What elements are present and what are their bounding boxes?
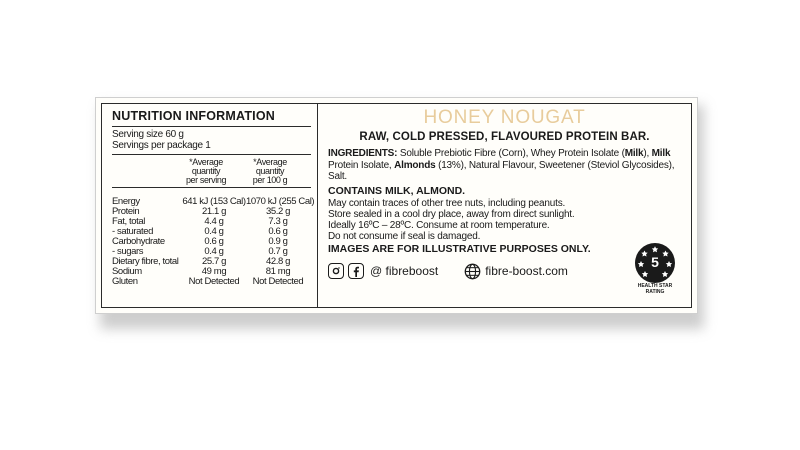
nutrition-table xyxy=(112,196,315,287)
table-row: Carbohydrate 0.6 g 0.9 g xyxy=(112,236,288,247)
nutrition-panel xyxy=(102,104,318,307)
product-label xyxy=(95,97,698,314)
table-row: Sodium 49 mg 81 mg xyxy=(112,266,291,277)
table-row: Energy 641 kJ (153 Cal) 1070 kJ (255 Cal) xyxy=(112,196,315,207)
allergen-statement: CONTAINS MILK, ALMOND. xyxy=(328,184,466,197)
divider xyxy=(112,187,311,188)
nutrition-column-headers xyxy=(112,158,311,185)
health-star-caption: HEALTH STAR RATING xyxy=(637,283,673,295)
serving-size: Serving size 60 g xyxy=(112,129,184,140)
table-row: Protein 21.1 g 35.2 g xyxy=(112,206,290,217)
label-frame xyxy=(101,103,692,308)
column-header-per-serving: *Average quantity per serving xyxy=(185,157,227,185)
instagram-icon xyxy=(328,263,344,279)
table-row: Dietary fibre, total 25.7 g 42.8 g xyxy=(112,256,290,267)
servings-per-package: Servings per package 1 xyxy=(112,139,211,151)
divider xyxy=(112,154,311,155)
table-row: Fat, total 4.4 g 7.3 g xyxy=(112,216,288,227)
product-description-panel xyxy=(318,104,691,307)
product-title: HONEY NOUGAT xyxy=(423,107,586,128)
website-link: fibre-boost.com xyxy=(485,264,568,278)
table-row: Gluten Not Detected Not Detected xyxy=(112,276,304,287)
storage-notes: May contain traces of other tree nuts, including peanuts. Store sealed in a cool dry place, away from direct sunlight. Ideally 16ºC – 28ºC. Consume at room temperature. Do not consume if seal is damaged. xyxy=(328,197,575,242)
social-handle: @ fibreboost xyxy=(370,264,439,278)
serving-info xyxy=(112,130,311,151)
nutrition-title: NUTRITION INFORMATION xyxy=(112,109,275,123)
column-header-per-100g: *Average quantity per 100 g xyxy=(252,157,288,185)
health-star-rating xyxy=(633,243,677,293)
product-subtitle: RAW, COLD PRESSED, FLAVOURED PROTEIN BAR. xyxy=(359,131,650,143)
social-links xyxy=(328,263,681,280)
ingredients-text: INGREDIENTS: Soluble Prebiotic Fibre (Corn), Whey Protein Isolate (Milk), Milk Protein Isolate, Almonds (13%), Natural Flavour, Sweetener (Steviol Glycosides), Salt. xyxy=(328,148,675,182)
globe-icon xyxy=(464,263,481,280)
divider xyxy=(112,126,311,127)
images-disclaimer: IMAGES ARE FOR ILLUSTRATIVE PURPOSES ONLY. xyxy=(328,242,591,255)
health-star-value: 5 xyxy=(651,254,659,270)
facebook-icon xyxy=(348,263,364,279)
table-row: - saturated 0.4 g 0.6 g xyxy=(112,226,288,237)
table-row: - sugars 0.4 g 0.7 g xyxy=(112,246,288,257)
health-star-badge xyxy=(635,243,675,283)
